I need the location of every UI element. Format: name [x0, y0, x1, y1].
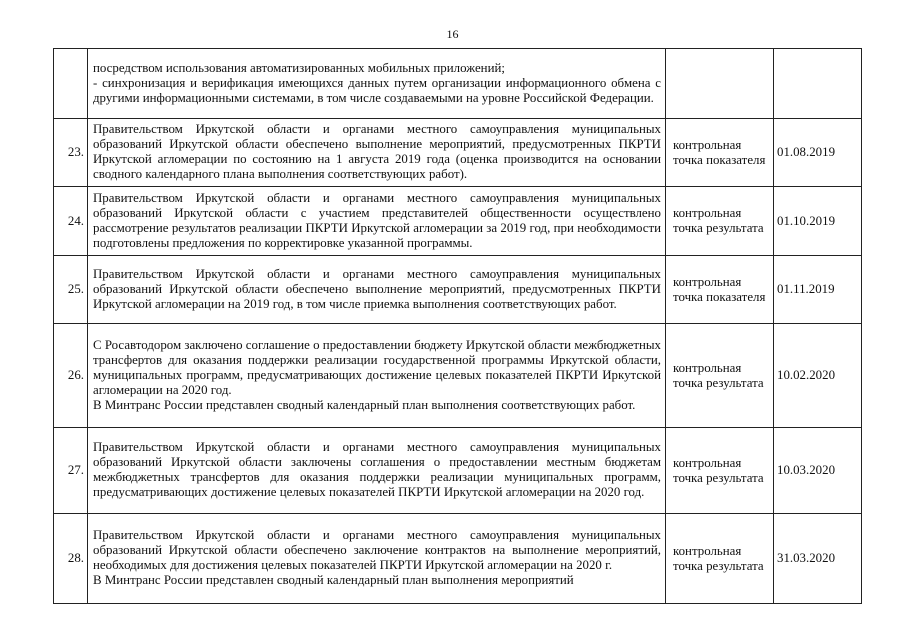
checkpoint-type — [666, 49, 774, 119]
description-line: Правительством Иркутской области и органами местного самоуправления муниципальных образований Иркутской области с участием представителей общественности осуществлено рассмотрение результатов реализации ПКРТИ Иркутской агломерации за 2019 год, при необходимости подготовлены предложения по корректировке указанной программы. — [93, 190, 661, 250]
measure-description — [88, 324, 666, 428]
measures-table — [53, 48, 862, 604]
row-number: 26. — [54, 324, 88, 428]
description-line: В Минтранс России представлен сводный календарный план выполнения соответствующих работ. — [93, 397, 636, 412]
table-row — [54, 119, 862, 187]
measure-description — [88, 256, 666, 324]
row-number: 25. — [54, 256, 88, 324]
page-number: 16 — [446, 27, 459, 41]
measure-description — [88, 49, 666, 119]
table-row — [54, 428, 862, 514]
measure-description — [88, 514, 666, 604]
checkpoint-type: контрольная точка результата — [666, 428, 774, 514]
description-line: Правительством Иркутской области и органами местного самоуправления муниципальных образований Иркутской области обеспечено заключение контрактов на выполнение мероприятий, необходимых для достижения целевых показателей ПКРТИ Иркутской агломерации на 2020 г. — [93, 528, 661, 572]
description-line: посредством использования автоматизированных мобильных приложений; — [93, 60, 505, 75]
checkpoint-date: 10.03.2020 — [774, 428, 862, 514]
description-line: С Росавтодором заключено соглашение о предоставлении бюджету Иркутской области межбюджетных трансфертов для оказания поддержки реализации государственной программы Иркутской области, муниципальных программ, предусматривающих достижение целевых показателей ПКРТИ Иркутской агломерации на 2020 год. — [93, 337, 662, 397]
description-line: Правительством Иркутской области и органами местного самоуправления муниципальных образований Иркутской области обеспечено выполнение мероприятий, предусмотренных ПКРТИ Иркутской агломерации на 2019 год, в том числе приемка выполнения соответствующих работ. — [93, 266, 661, 311]
checkpoint-type: контрольная точка результата — [666, 187, 774, 256]
checkpoint-date: 01.08.2019 — [774, 119, 862, 187]
row-number: 24. — [54, 187, 88, 256]
table-row — [54, 514, 862, 604]
checkpoint-date: 31.03.2020 — [774, 514, 862, 604]
checkpoint-type: контрольная точка результата — [666, 514, 774, 604]
table-row — [54, 256, 862, 324]
description-line: - синхронизация и верификация имеющихся данных путем организации информационного обмена с другими информационными системами, в том числе создаваемыми на уровне Российской Федерации. — [93, 75, 661, 105]
row-number: 27. — [54, 428, 88, 514]
checkpoint-type: контрольная точка результата — [666, 324, 774, 428]
table-row — [54, 324, 862, 428]
measure-description — [88, 428, 666, 514]
row-number — [54, 49, 88, 119]
description-line: В Минтранс России представлен сводный календарный план выполнения мероприятий — [93, 573, 574, 587]
checkpoint-type: контрольная точка показателя — [666, 256, 774, 324]
table-row — [54, 49, 862, 119]
checkpoint-date: 01.11.2019 — [774, 256, 862, 324]
measure-description — [88, 119, 666, 187]
checkpoint-date: 01.10.2019 — [774, 187, 862, 256]
checkpoint-date — [774, 49, 862, 119]
description-line: Правительством Иркутской области и органами местного самоуправления муниципальных образований Иркутской области обеспечено выполнение мероприятий, предусмотренных ПКРТИ Иркутской агломерации по состоянию на 1 августа 2019 года (оценка производится на основании сводного календарного плана выполнения соответствующих работ). — [93, 122, 661, 181]
table-row — [54, 187, 862, 256]
row-number: 28. — [54, 514, 88, 604]
checkpoint-type: контрольная точка показателя — [666, 119, 774, 187]
row-number: 23. — [54, 119, 88, 187]
description-line: Правительством Иркутской области и органами местного самоуправления муниципальных образований Иркутской области заключены соглашения о предоставлении местным бюджетам межбюджетных трансфертов для оказания поддержки реализации муниципальных программ, предусматривающих достижение целевых показателей ПКРТИ Иркутской агломерации на 2020 год. — [93, 440, 661, 499]
checkpoint-date: 10.02.2020 — [774, 324, 862, 428]
measure-description — [88, 187, 666, 256]
